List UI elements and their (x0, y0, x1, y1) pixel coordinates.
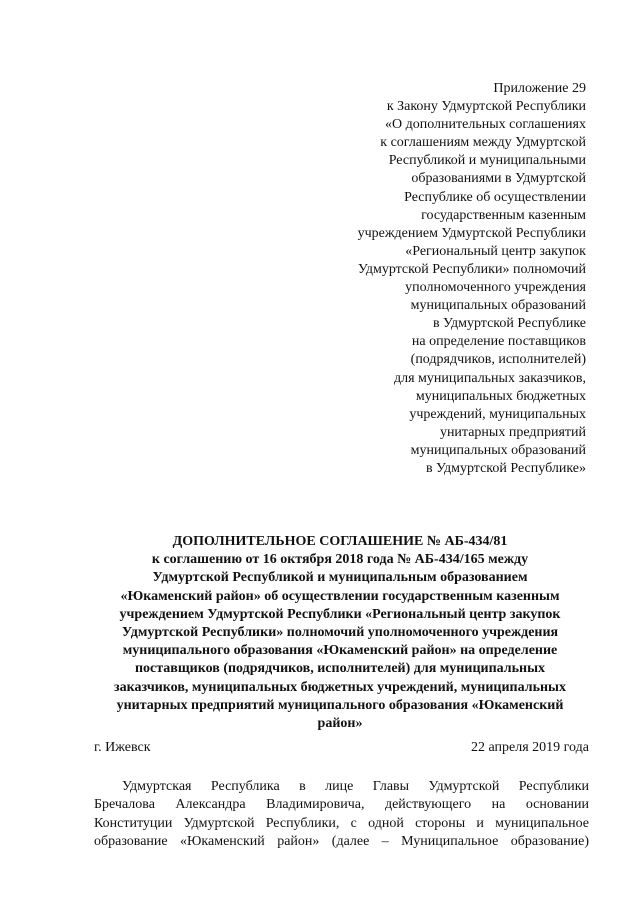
appendix-line: к соглашениям между Удмуртской (380, 135, 586, 151)
appendix-line: Республикой и муниципальными (388, 153, 586, 169)
date-label: 22 апреля 2019 года (471, 740, 589, 755)
appendix-line: в Удмуртской Республике (432, 316, 586, 332)
appendix-line: (подрядчиков, исполнителей) (410, 352, 586, 368)
appendix-line: к Закону Удмуртской Республики (386, 99, 586, 115)
title-line: Удмуртской Республикой и муниципальным образованием (152, 570, 528, 586)
title-line: Удмуртской Республики» полномочий уполномоченного учреждения (121, 625, 559, 641)
appendix-line: Удмуртской Республики» полномочий (357, 261, 586, 277)
city-label: г. Ижевск (94, 740, 151, 755)
body-paragraph (94, 778, 589, 851)
title-line: заказчиков, муниципальных бюджетных учреждений, муниципальных (114, 679, 566, 695)
appendix-line: учреждением Удмуртской Республики (357, 225, 586, 241)
appendix-line: муниципальных образований (410, 298, 586, 314)
title-line: учреждением Удмуртской Республики «Региональный центр закупок (119, 606, 561, 622)
title-line: к соглашению от 16 октября 2018 года № АБ-434/165 между (151, 552, 529, 568)
appendix-line: уполномоченного учреждения (405, 280, 586, 296)
body-line: Конституции Удмуртской Республики, с одной стороны и муниципальное (94, 815, 589, 831)
appendix-line: государственным казенным (421, 207, 586, 223)
body-line: Бречалова Александра Владимировича, действующего на основании (94, 797, 589, 813)
title-line: унитарных предприятий муниципального образования «Юкаменский (116, 697, 564, 713)
appendix-header (286, 80, 586, 478)
appendix-line: Республике об осуществлении (404, 189, 586, 205)
appendix-line: унитарных предприятий (439, 424, 586, 440)
title-line: муниципального образования «Юкаменский район» на определение (122, 643, 558, 659)
body-line: образование «Юкаменский район» (далее – Муниципальное образование) (94, 833, 589, 849)
title-line: ДОПОЛНИТЕЛЬНОЕ СОГЛАШЕНИЕ № АБ-434/81 (172, 534, 508, 549)
title-line: поставщиков (подрядчиков, исполнителей) для муниципальных (134, 661, 546, 677)
appendix-line: в Удмуртской Республике» (425, 460, 586, 476)
appendix-line: на определение поставщиков (411, 334, 586, 350)
body-line: Удмуртская Республика в лице Главы Удмуртской Республики (122, 779, 589, 794)
appendix-line: образованиями в Удмуртской (411, 171, 586, 187)
title-line: район» (317, 716, 363, 732)
appendix-line: «Региональный центр закупок (405, 243, 586, 259)
appendix-line: муниципальных бюджетных (415, 388, 586, 404)
title-line: «Юкаменский район» об осуществлении государственным казенным (120, 588, 560, 604)
appendix-line: Приложение 29 (493, 81, 586, 96)
appendix-line: для муниципальных заказчиков, (393, 370, 586, 386)
appendix-line: учреждений, муниципальных (409, 406, 586, 422)
appendix-line: муниципальных образований (410, 442, 586, 458)
appendix-line: «О дополнительных соглашениях (385, 117, 586, 133)
agreement-title (95, 533, 585, 733)
